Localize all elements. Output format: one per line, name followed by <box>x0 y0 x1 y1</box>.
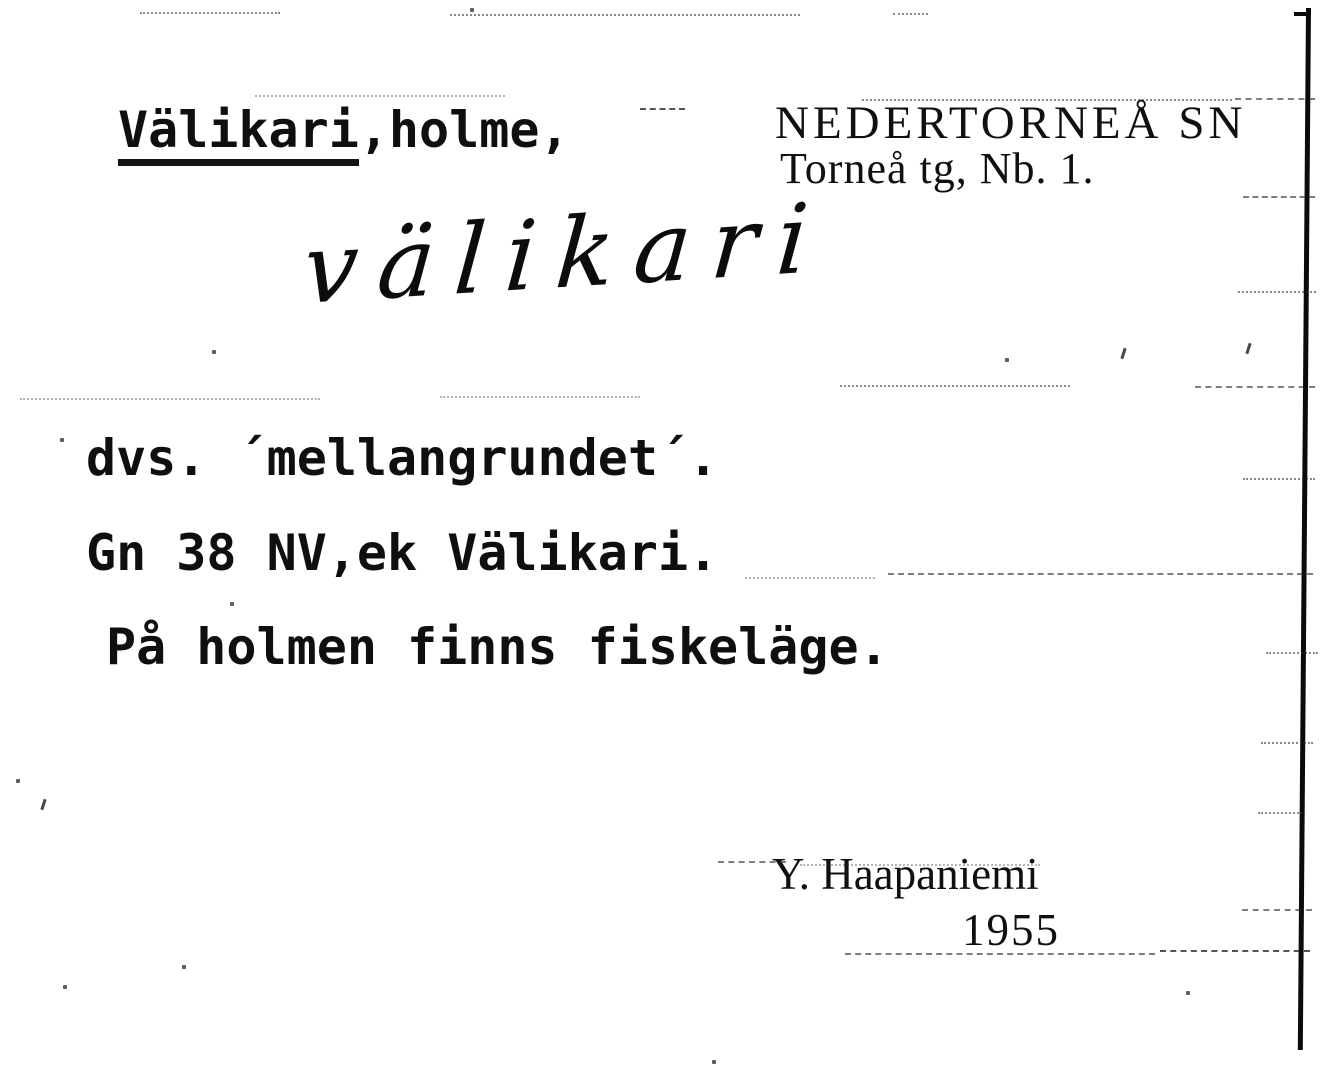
scan-artifact-line <box>1242 909 1312 911</box>
scan-artifact-line <box>1243 478 1315 480</box>
scan-artifact-line <box>640 108 685 110</box>
scan-artifact-dot <box>1005 358 1009 362</box>
handwritten-name: välikari <box>299 181 833 327</box>
scan-artifact-dot <box>182 965 186 969</box>
body-line-location: Gn 38 NV,ek Välikari. <box>86 524 719 582</box>
scan-artifact-line <box>862 99 1232 101</box>
record-year: 1955 <box>962 905 1060 955</box>
headword-line <box>118 101 570 166</box>
scan-artifact-mark <box>1245 343 1251 354</box>
scan-artifact-mark <box>40 799 46 810</box>
scan-artifact-line <box>1258 812 1302 814</box>
scan-artifact-dot <box>63 985 67 989</box>
scan-artifact-line <box>1238 291 1316 293</box>
scan-artifact-line <box>1266 652 1318 654</box>
scan-artifact-dot <box>230 602 234 606</box>
scan-artifact-dot <box>1186 991 1190 995</box>
scan-artifact-dot <box>712 1060 716 1064</box>
scan-artifact-line <box>255 95 505 97</box>
scan-artifact-line <box>845 953 1155 955</box>
body-line-note: På holmen finns fiskeläge. <box>106 618 889 676</box>
scan-artifact-line <box>893 13 928 15</box>
scan-artifact-line <box>800 864 1040 866</box>
scan-artifact-dot <box>60 438 64 442</box>
scan-artifact-line <box>450 14 800 16</box>
headword-suffix: ,holme, <box>358 101 570 159</box>
scan-artifact-line <box>1243 196 1315 198</box>
body-line-meaning: dvs. ´mellangrundet´. <box>86 429 719 487</box>
scan-artifact-line <box>440 396 640 398</box>
card-edge-tick <box>1294 12 1308 16</box>
district-reference: Torneå tg, Nb. 1. <box>780 144 1095 193</box>
scan-artifact-mark <box>1120 348 1126 359</box>
headword: Välikari <box>118 105 359 166</box>
scan-artifact-line <box>718 861 786 863</box>
scan-artifact-dot <box>470 8 474 12</box>
scan-artifact-line <box>1195 386 1315 388</box>
scan-artifact-dot <box>16 779 20 783</box>
parish-name: NEDERTORNEÅ SN <box>775 97 1247 149</box>
scan-artifact-line <box>888 573 1313 575</box>
scan-artifact-dot <box>212 350 216 354</box>
scan-artifact-line <box>1261 742 1313 744</box>
scan-artifact-line <box>140 12 280 14</box>
card-edge-line <box>1298 8 1311 1050</box>
scan-artifact-line <box>745 577 875 579</box>
scan-artifact-line <box>1160 950 1310 952</box>
scan-artifact-line <box>840 385 1070 387</box>
scan-artifact-line <box>1235 98 1315 100</box>
recorder-name: Y. Haapaniemi <box>772 849 1039 899</box>
scan-artifact-line <box>20 398 320 400</box>
